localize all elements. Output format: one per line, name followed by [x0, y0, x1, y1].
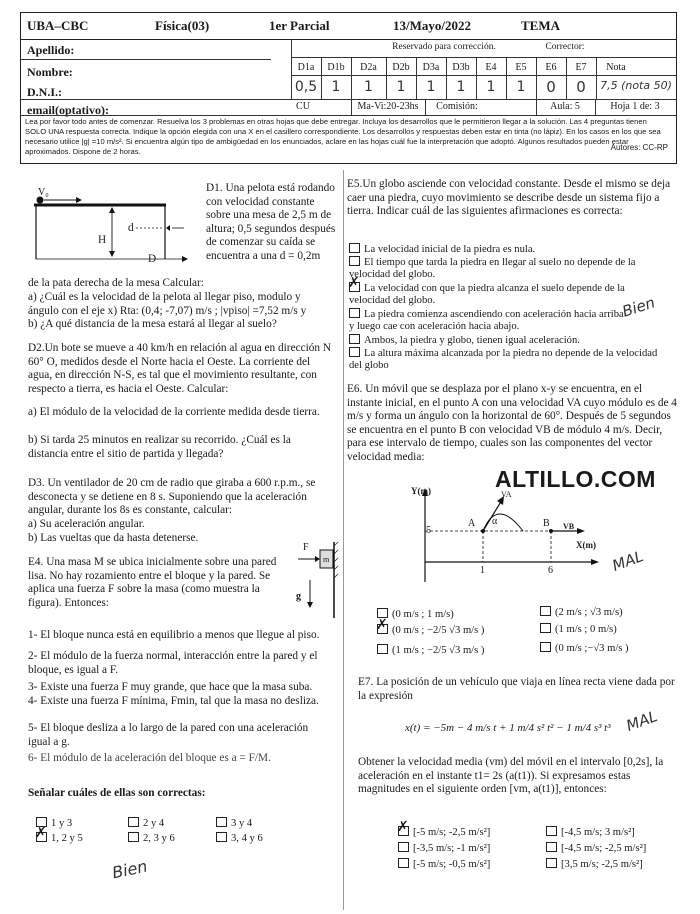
e6-vb-label: VB [563, 522, 575, 531]
mark-e7: 0 [576, 78, 586, 96]
checkbox[interactable] [216, 817, 227, 827]
d2-question-b: b) Si tarda 25 minutos en realizar su recorrido. ¿Cuál es la distancia entre el sitio de partida y llegada? [28, 434, 291, 460]
mark-d2a: 1 [364, 79, 373, 95]
e4-force-label: F [303, 542, 309, 553]
d3-question-a: a) Su aceleración angular. [28, 518, 145, 530]
d1-h-label: H [98, 234, 107, 246]
checkbox[interactable] [377, 644, 388, 654]
comision-label: Comisión: [436, 101, 478, 112]
header-title-row [21, 13, 676, 40]
mark-e4: 1 [486, 79, 496, 95]
e6-point-a-label: A [468, 518, 476, 529]
mark-d3a: 1 [426, 79, 436, 95]
e7-option-4[interactable]: [-4,5 m/s; -2,5 m/s²] [546, 842, 646, 855]
school-name: UBA–CBC [27, 18, 89, 33]
checkbox[interactable] [540, 606, 551, 616]
checkbox[interactable] [398, 858, 409, 868]
authors-label: Autores: CC-RP [610, 143, 668, 152]
d1-d-label: d [128, 222, 134, 234]
e6-grader-note: MAL [609, 547, 646, 575]
e4-option-5[interactable]: 3 y 4 [216, 817, 252, 830]
mark-d1a: 0,5 [294, 79, 318, 95]
checkbox[interactable] [349, 243, 360, 253]
checkbox[interactable] [540, 642, 551, 652]
e6-statement: E6. Un móvil que se desplaza por el plano x-y se encuentra, en el instante inicial, en el punto A con una velocidad VA cuyo módulo es de 4 m/s y forma un ángulo con la horizontal de 60°. Después de 5 segundos se encuentra en el punto B con velocidad VB de módulo 4 m/s. Decir, para ese intervalo de tiempo, cuales son las componentes del vector velocidad media: [347, 383, 677, 463]
dni-field[interactable]: D.N.I.: [27, 85, 62, 99]
e7-option-1[interactable]: ✗ [-5 m/s; -2,5 m/s²] [397, 820, 491, 838]
schedule-label: Ma-Vi:20-23hs [357, 101, 419, 112]
checkbox[interactable] [546, 842, 557, 852]
e5-option-1[interactable]: La velocidad inicial de la piedra es nula. [349, 243, 535, 256]
e6-option-4[interactable]: (1 m/s ; 0 m/s) [540, 623, 617, 636]
e4-grader-note: Bien [110, 856, 149, 883]
e6-y-axis-label: Y(m) [411, 486, 431, 496]
col-d2b: D2b [392, 62, 410, 73]
e7-formula: x(t) = −5m − 4 m/s t + 1 m/4 s² t² − 1 m/4 s³ t³ [405, 722, 611, 734]
d1-table-figure [26, 186, 196, 271]
d1-v0-label: V₀ [38, 187, 49, 198]
checkbox[interactable] [377, 608, 388, 618]
mark-e6: 0 [546, 78, 556, 96]
corrector-label: Corrector: [545, 42, 585, 52]
d1-D-label: D [148, 253, 157, 265]
d1-question-b: b) ¿A qué distancia de la mesa estará al llegar al suelo? [28, 318, 277, 330]
col-e6: E6 [545, 62, 557, 73]
col-e5: E5 [515, 62, 527, 73]
col-nota: Nota [606, 62, 626, 73]
checkbox-checked[interactable]: ✗ [376, 618, 388, 633]
subject-name: Física(03) [155, 18, 210, 33]
e5-statement: E5.Un globo asciende con velocidad constante. Desde el mismo se deja caer una piedra, cuyo movimiento se describe desde un sistema fijo a tierra. Indicar cuál de las siguientes afirmaciones es correcta: [347, 178, 671, 218]
d1-statement-cont: de la pata derecha de la mesa Calcular: [28, 277, 204, 289]
mark-nota: 7,5 (nota 50) [600, 79, 672, 92]
e7-option-5[interactable]: [-5 m/s; -0,5 m/s²] [398, 858, 490, 871]
e4-mass-label: m [323, 555, 330, 564]
e6-x-axis-label: X(m) [576, 540, 596, 550]
checkbox[interactable] [349, 347, 360, 357]
e4-item-2: 2- El módulo de la fuerza normal, interacción entre la pared y el bloque, es igual a F. [28, 650, 318, 676]
e4-item-1: 1- El bloque nunca está en equilibrio a menos que llegue al piso. [28, 629, 320, 641]
apellido-field[interactable]: Apellido: [27, 43, 75, 57]
checkbox[interactable] [546, 858, 557, 868]
e4-gravity-label: g [296, 591, 301, 602]
col-e4: E4 [485, 62, 497, 73]
d1-question-a: a) ¿Cuál es la velocidad de la pelota al llegar piso, modulo y ángulo con el eje x) Rta: (0,4; -7,07) m/s ; |vpiso| =7,52 m/s y [28, 291, 307, 317]
checkbox[interactable] [349, 256, 360, 266]
e7-statement-cont: Obtener la velocidad media (vm) del móvil en el intervalo [0,2s], la aceleración en el instante t1= 2s (a(t1)). Si expresamos estas magnitudes en el siguiente orden [vm, a(t1)], entonces: [358, 756, 664, 796]
e4-item-3: 3- Existe una fuerza F muy grande, que hace que la masa suba. [28, 681, 313, 693]
e7-statement: E7. La posición de un vehículo que viaja en línea recta viene dada por la expresión [358, 676, 675, 702]
d1-statement: D1. Una pelota está rodando con velocidad constante sobre una mesa de 2,5 m de altura; 0,5 segundos después de comenzar su caída se encuentra a una d = 0,2m [206, 182, 336, 262]
e4-statement: E4. Una masa M se ubica inicialmente sobre una pared lisa. No hay rozamiento entre el bloque y la pared. Se aplica una fuerza F sobre la masa (como muestra la figura). Entonces: [28, 556, 277, 609]
checkbox-checked[interactable]: ✗ [397, 820, 409, 835]
e4-option-1[interactable]: 1 y 3 [36, 817, 72, 830]
e4-item-4: 4- Existe una fuerza F mínima, Fmin, tal que la masa no desliza. [28, 695, 319, 707]
checkbox-checked[interactable]: ✗ [348, 276, 360, 291]
e6-x-tick-6: 6 [548, 565, 553, 576]
altillo-watermark: ALTILLO.COM [495, 466, 656, 492]
checkbox[interactable] [128, 817, 139, 827]
e5-grader-note: Bien [620, 293, 658, 321]
e5-option-2[interactable]: El tiempo que tarda la piedra en llegar al suelo no depende de la velocidad del globo. [349, 257, 636, 280]
e5-option-3[interactable]: ✗ La velocidad con que la piedra alcanza el suelo depende de la velocidad del globo. [348, 276, 625, 306]
instructions-text: Lea por favor todo antes de comenzar. Resuelva los 3 problemas en otras hojas que debe entregar. Incluya los desarrollos que le permitieron llegar a la solución. Las 4 preguntas tienen SOLO UNA respuesta correcta. Indique la opción elegida con una X en el casillero correspondiente. Los desarrollos y respuestas deben estar en tinta (no lápiz). En los casos en los que sea necesario utilice |g| =10 m/s². Si encuentra algún tipo de ambigüedad en los enunciados, aclare en las hojas cuál fue la interpretación que adoptó. Algunos resultados pueden estar aproximados. Dispone de 2 horas. [25, 117, 661, 156]
e5-option-4[interactable]: La piedra comienza ascendiendo con aceleración hacia arriba y luego cae con aceleración hacia abajo. [349, 309, 624, 332]
cu-label: CU [296, 101, 310, 112]
col-d1b: D1b [327, 62, 345, 73]
nombre-field[interactable]: Nombre: [27, 65, 73, 79]
checkbox[interactable] [349, 334, 360, 344]
e6-point-b-label: B [543, 518, 550, 529]
e6-option-3[interactable]: ✗ (0 m/s ; −2/5 √3 m/s ) [376, 618, 485, 636]
d3-question-b: b) Las vueltas que da hasta detenerse. [28, 532, 199, 544]
col-d2a: D2a [360, 62, 377, 73]
e6-option-1[interactable]: (0 m/s ; 1 m/s) [377, 608, 454, 621]
checkbox[interactable] [540, 623, 551, 633]
e5-option-5[interactable]: Ambos, la piedra y globo, tienen igual aceleración. [349, 334, 580, 347]
e6-option-6[interactable]: (0 m/s ;−√3 m/s ) [540, 642, 629, 655]
e6-x-tick-1: 1 [480, 565, 485, 576]
checkbox[interactable] [398, 842, 409, 852]
exam-header [20, 12, 677, 164]
d3-statement: D3. Un ventilador de 20 cm de radio que giraba a 600 r.p.m., se desconecta y se detiene en 8 s. Suponiendo que la aceleración angular, durante los 8s es constante, calcular: [28, 477, 316, 517]
e4-option-2[interactable]: ✗ 1, 2 y 5 [35, 826, 83, 844]
mark-e5: 1 [516, 79, 526, 95]
e6-y-tick-5: 5 [426, 525, 431, 536]
mark-d3b: 1 [456, 79, 466, 95]
e6-option-2[interactable]: (2 m/s ; √3 m/s) [540, 606, 623, 619]
aula-label: Aula: 5 [550, 101, 580, 112]
checkbox[interactable] [546, 826, 557, 836]
e6-option-5[interactable]: (1 m/s ; −2/5 √3 m/s ) [377, 644, 484, 657]
e4-prompt: Señalar cuáles de ellas son correctas: [28, 787, 206, 799]
e4-option-4[interactable]: 2, 3 y 6 [128, 832, 175, 845]
e7-option-6[interactable]: [3,5 m/s; -2,5 m/s²] [546, 858, 643, 871]
e4-item-5: 5- El bloque desliza a lo largo de la pared con una aceleración igual a g. [28, 722, 309, 748]
checkbox[interactable] [216, 832, 227, 842]
e7-option-3[interactable]: [-3,5 m/s; -1 m/s²] [398, 842, 490, 855]
tema-label: TEMA [521, 18, 560, 33]
checkbox-checked[interactable]: ✗ [35, 826, 47, 841]
checkbox[interactable] [128, 832, 139, 842]
exam-name: 1er Parcial [269, 18, 330, 33]
col-e7: E7 [575, 62, 587, 73]
checkbox[interactable] [349, 308, 360, 318]
column-divider [343, 170, 344, 910]
reserved-label: Reservado para corrección. [392, 42, 496, 52]
e4-item-6: 6- El módulo de la aceleración del bloque es a = F/M. [28, 752, 271, 764]
email-field[interactable]: email(optativo): [27, 103, 109, 117]
hoja-label: Hoja 1 de: 3 [610, 101, 660, 112]
e4-option-6[interactable]: 3, 4 y 6 [216, 832, 263, 845]
d2-statement: D2.Un bote se mueve a 40 km/h en relación al agua en dirección N 60° O, medidos desde el Norte hacia el Oeste. La corriente del agua, en dirección N-S, es tal que el movimiento resultante, con respecto a tierra, es hacia el Oeste. Calcular: [28, 342, 332, 395]
e6-alpha-label: α [492, 516, 498, 527]
e5-option-6[interactable]: La altura máxima alcanzada por la piedra no depende de la velocidad del globo [349, 348, 658, 371]
col-d3a: D3a [422, 62, 440, 73]
e4-option-3[interactable]: 2 y 4 [128, 817, 164, 830]
e7-grader-note: MAL [623, 707, 660, 735]
col-d3b: D3b [452, 62, 470, 73]
e4-wall-figure [290, 540, 340, 620]
col-d1a: D1a [297, 62, 315, 73]
mark-d1b: 1 [331, 79, 341, 95]
d2-question-a: a) El módulo de la velocidad de la corriente medida desde tierra. [28, 406, 320, 418]
exam-date: 13/Mayo/2022 [393, 18, 471, 33]
e7-option-2[interactable]: [-4,5 m/s; 3 m/s²] [546, 826, 635, 839]
e6-va-label: VA [501, 490, 512, 499]
mark-d2b: 1 [396, 79, 406, 95]
